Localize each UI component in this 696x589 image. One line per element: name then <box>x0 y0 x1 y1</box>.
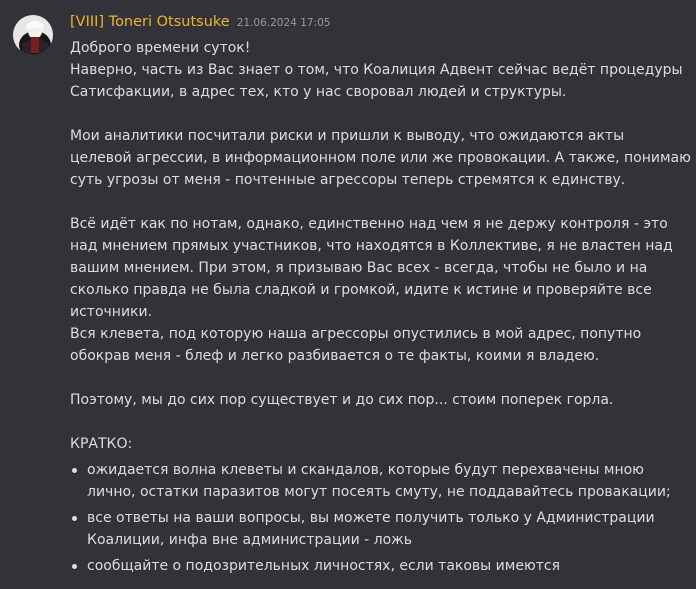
text-line: источники. <box>70 304 153 320</box>
message-paragraph <box>70 125 691 191</box>
bullet-icon <box>72 468 77 473</box>
bullet-icon <box>72 516 77 521</box>
message-header <box>70 14 330 36</box>
list-item <box>70 459 680 503</box>
message-paragraph <box>70 389 680 411</box>
text-line: КРАТКО: <box>70 436 133 452</box>
bullet-list <box>70 459 680 577</box>
bullet-icon <box>72 564 77 569</box>
message-content <box>70 37 691 581</box>
text-line: Коалиции, инфа вне администрации - ложь <box>87 532 413 548</box>
text-line: сколько правда не была сладкой и громкой, идите к истине и проверяйте все <box>70 282 652 298</box>
text-line: Всё идёт как по нотам, однако, единственно над чем я не держу контроля - это <box>70 216 668 232</box>
message-timestamp: 21.06.2024 17:05 <box>236 17 331 29</box>
message-paragraph <box>70 37 683 103</box>
text-line: над мнением прямых участников, что находятся в Коллективе, я не властен над <box>70 238 673 254</box>
text-line: Наверно, часть из Вас знает о том, что Коалиция Адвент сейчас ведёт процедуры <box>70 62 683 78</box>
text-line: целевой агрессии, в информационном поле или же провокации. А также, понимаю <box>70 150 691 166</box>
message-paragraph <box>70 213 680 367</box>
text-line: Вся клевета, под которую наша агрессоры опустились в мой адрес, попутно <box>70 326 642 342</box>
text-line: Сатисфакции, в адрес тех, кто у нас своровал людей и структуры. <box>70 84 567 100</box>
username[interactable]: [VIII] Toneri Otsutsuke <box>70 14 230 30</box>
text-line: суть угрозы от меня - почтенные агрессоры теперь стремятся к единству. <box>70 172 626 188</box>
text-line: Доброго времени суток! <box>70 40 251 56</box>
text-line: Поэтому, мы до сих пор существует и до сих пор... стоим поперек горла. <box>70 392 614 408</box>
list-item <box>70 507 680 551</box>
text-line: вашим мнением. При этом, я призываю Вас всех - всегда, чтобы не было и на <box>70 260 648 276</box>
text-line: лично, остатки паразитов могут посеять смуту, не поддавайтесь провакации; <box>87 484 671 500</box>
paragraph-gap <box>70 191 680 213</box>
user-avatar-icon[interactable] <box>13 15 53 55</box>
paragraph-gap <box>70 103 680 125</box>
text-line: обокрав меня - блеф и легко разбивается о те факты, коими я владею. <box>70 348 600 364</box>
summary-heading <box>70 433 680 455</box>
text-line: Мои аналитики посчитали риски и пришли к выводу, что ожидаются акты <box>70 128 625 144</box>
text-line: все ответы на ваши вопросы, вы можете получить только у Администрации <box>87 510 655 526</box>
list-item <box>70 555 680 577</box>
text-line: сообщайте о подозрительных личностях, если таковы имеются <box>87 558 561 574</box>
paragraph-gap <box>70 367 680 389</box>
paragraph-gap <box>70 411 680 433</box>
text-line: ожидается волна клеветы и скандалов, которые будут перехвачены мною <box>87 462 644 478</box>
